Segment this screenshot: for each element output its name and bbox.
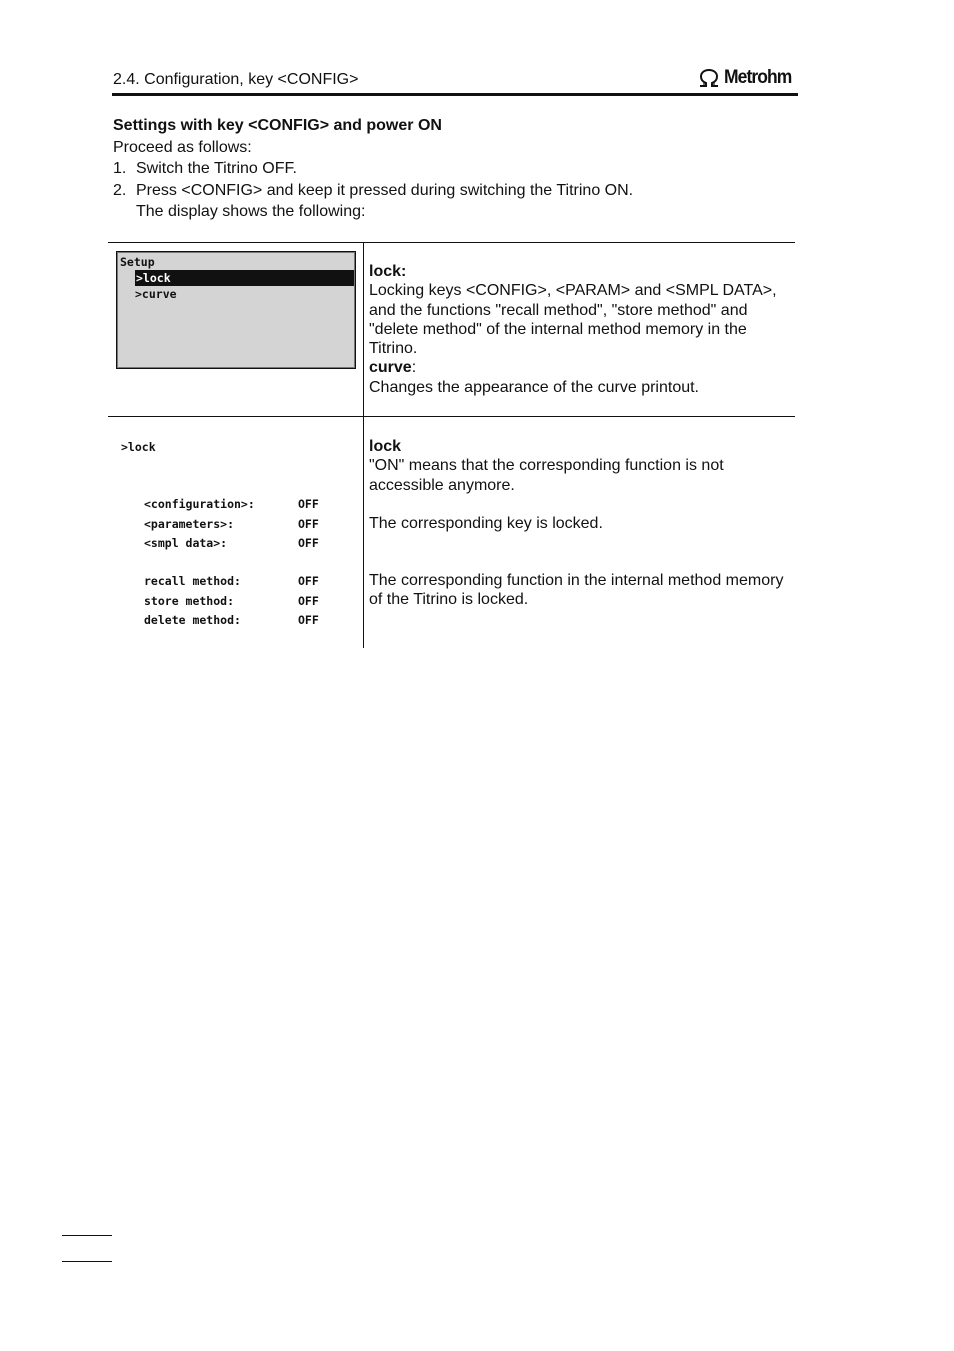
- logo-text: Metrohm: [724, 67, 792, 88]
- step-text: Switch the Titrino OFF.: [136, 160, 297, 177]
- lock-row-value: OFF: [298, 497, 319, 511]
- display-title: Setup: [120, 255, 155, 269]
- table-mid-rule: [108, 416, 795, 417]
- lock-row-value: OFF: [298, 536, 319, 550]
- metrohm-logo: [697, 67, 797, 89]
- lock-row-label: recall method:: [144, 574, 241, 588]
- term-lock-heading: lock: [369, 438, 402, 455]
- intro-lead: Proceed as follows:: [113, 138, 252, 156]
- intro-block: [113, 115, 803, 223]
- footer-rule-bottom: [62, 1261, 112, 1262]
- omega-logo-icon: [697, 68, 721, 88]
- header-rule: [112, 93, 798, 96]
- intro-heading: Settings with key <CONFIG> and power ON: [113, 117, 442, 134]
- desc-setup: [369, 262, 789, 397]
- step-text: Press <CONFIG> and keep it pressed during switching the Titrino ON.: [136, 181, 634, 199]
- lock-row-value: OFF: [298, 517, 319, 531]
- lock-row-label: delete method:: [144, 613, 241, 627]
- footer-rule-top: [62, 1235, 112, 1236]
- lock-on-description: "ON" means that the corresponding function is not accessible anymore.: [369, 457, 724, 494]
- lock-row-label: <parameters>:: [144, 517, 235, 531]
- lock-key-description: The corresponding key is locked.: [369, 515, 603, 532]
- curve-description: Changes the appearance of the curve printout.: [369, 378, 699, 396]
- lock-description: Locking keys <CONFIG>, <PARAM> and <SMPL DATA>, and the functions "recall method", "store method" and "delete method" of the internal method memory in the Titrino.: [369, 282, 777, 358]
- step-item: [113, 158, 803, 180]
- section-title: 2.4. Configuration, key <CONFIG>: [113, 71, 359, 88]
- step-number: 2.: [113, 181, 127, 199]
- lock-row-value: OFF: [298, 613, 319, 627]
- lock-row-label: store method:: [144, 594, 235, 608]
- lock-row-label: <configuration>:: [144, 497, 255, 511]
- table-column-divider: [363, 242, 364, 648]
- lock-row-label: <smpl data>:: [144, 536, 228, 550]
- table-top-rule: [108, 242, 795, 243]
- step-number: 1.: [113, 160, 127, 177]
- display-note: The display shows the following:: [136, 203, 366, 220]
- lock-row-value: OFF: [298, 574, 319, 588]
- lock-method-description: The corresponding function in the internal method memory of the Titrino is locked.: [369, 572, 784, 609]
- display-item-lock-selected: >lock: [135, 270, 354, 286]
- titrino-display: [116, 251, 356, 369]
- term-curve: curve: [369, 359, 412, 377]
- lock-row-value: OFF: [298, 594, 319, 608]
- term-curve-colon: :: [411, 359, 417, 377]
- lock-menu-title: >lock: [121, 440, 156, 454]
- desc-lock: [369, 437, 789, 495]
- display-item-curve: >curve: [135, 287, 177, 301]
- term-lock: lock:: [369, 263, 407, 280]
- step-item: [113, 180, 803, 202]
